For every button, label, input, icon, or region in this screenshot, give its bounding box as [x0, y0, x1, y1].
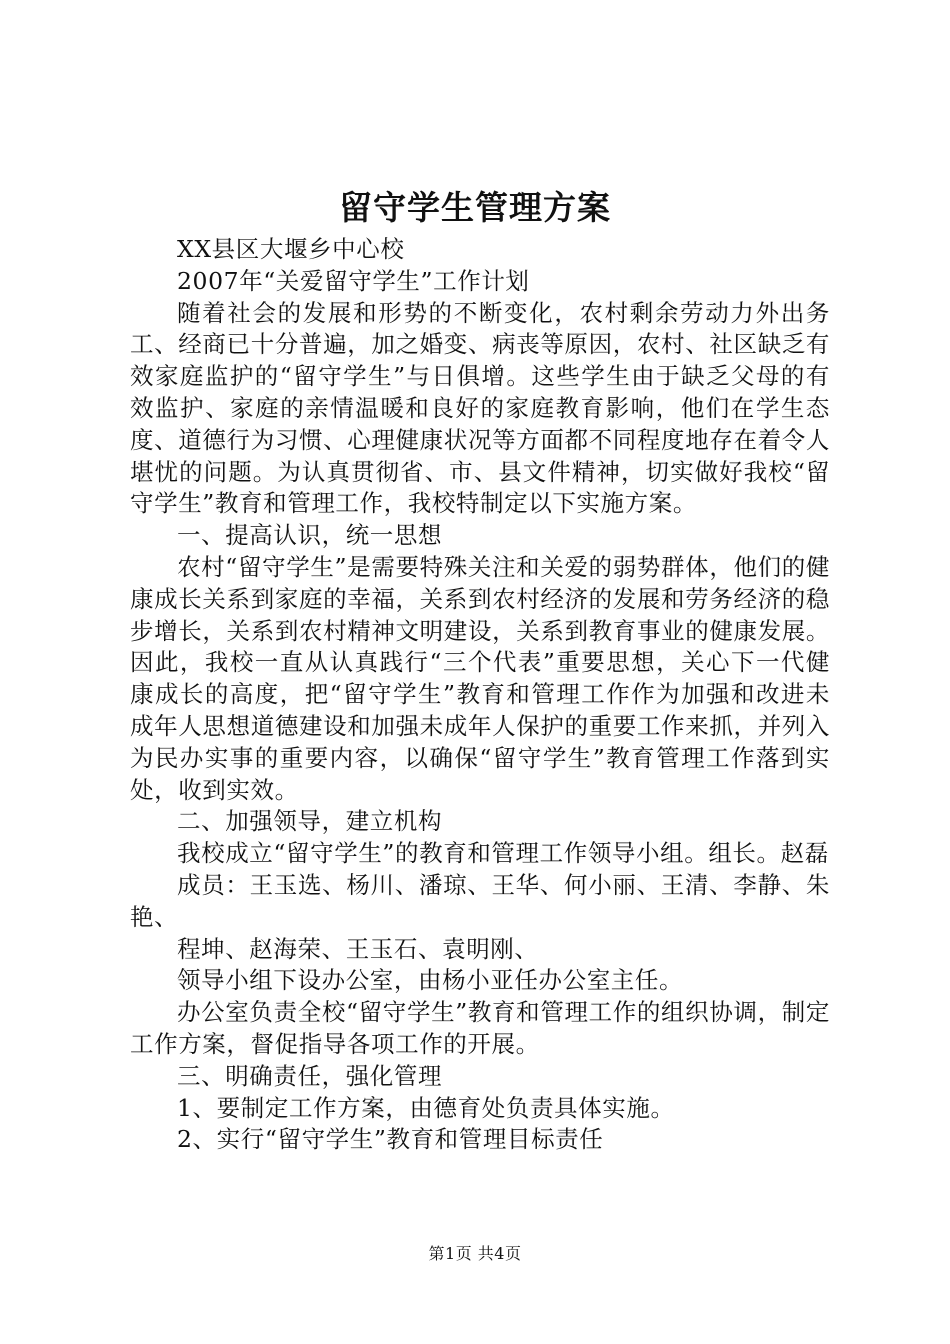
paragraph-office-duty: 办公室负责全校“留守学生”教育和管理工作的组织协调，制定工作方案，督促指导各项工作的开展。 [130, 998, 830, 1058]
paragraph-office: 领导小组下设办公室，由杨小亚任办公室主任。 [177, 966, 684, 995]
page-footer: 第1页 共4页 [428, 1244, 522, 1263]
paragraph-section-1: 农村“留守学生”是需要特殊关注和关爱的弱势群体，他们的健康成长关系到家庭的幸福，关系到农村经济的发展和劳务经济的稳步增长，关系到农村精神文明建设，关系到教育事业的健康发展。因此，我校一直从认真践行“三个代表”重要思想，关心下一代健康成长的高度，把“留守学生”教育和管理工作作为加强和改进未成年人思想道德建设和加强未成年人保护的重要工作来抓，并列入为民办实事的重要内容，以确保“留守学生”教育管理工作落到实处，收到实效。 [130, 552, 830, 804]
document-body [130, 234, 830, 1156]
section-heading-1: 一、提高认识，统一思想 [177, 521, 443, 550]
section-heading-3: 三、明确责任，强化管理 [177, 1061, 443, 1090]
paragraph-school: XX县区大堰乡中心校 [177, 235, 405, 263]
paragraph-item-1: 1、要制定工作方案，由德育处负责具体实施。 [177, 1093, 675, 1122]
paragraph-members: 成员：王玉选、杨川、潘琼、王华、何小丽、王清、李静、朱艳、 [130, 870, 830, 931]
paragraph-intro: 随着社会的发展和形势的不断变化，农村剩余劳动力外出务工、经商已十分普遍，加之婚变、病丧等原因，农村、社区缺乏有效家庭监护的“留守学生”与日俱增。这些学生由于缺乏父母的有效监护、家庭的亲情温暖和良好的家庭教育影响，他们在学生态度、道德行为习惯、心理健康状况等方面都不同程度地存在着令人堪忧的问题。为认真贯彻省、市、县文件精神，切实做好我校“留守学生”教育和管理工作，我校特制定以下实施方案。 [130, 298, 830, 518]
paragraph-plan-title: 2007年“关爱留守学生”工作计划 [177, 266, 530, 295]
paragraph-members-cont: 程坤、赵海荣、王玉石、袁明刚、 [177, 934, 539, 963]
paragraph-leader: 我校成立“留守学生”的教育和管理工作领导小组。组长。赵磊 [177, 839, 829, 868]
paragraph-item-2: 2、实行“留守学生”教育和管理目标责任 [177, 1125, 604, 1154]
section-heading-2: 二、加强领导，建立机构 [177, 807, 443, 836]
document-title: 留守学生管理方案 [339, 188, 611, 227]
